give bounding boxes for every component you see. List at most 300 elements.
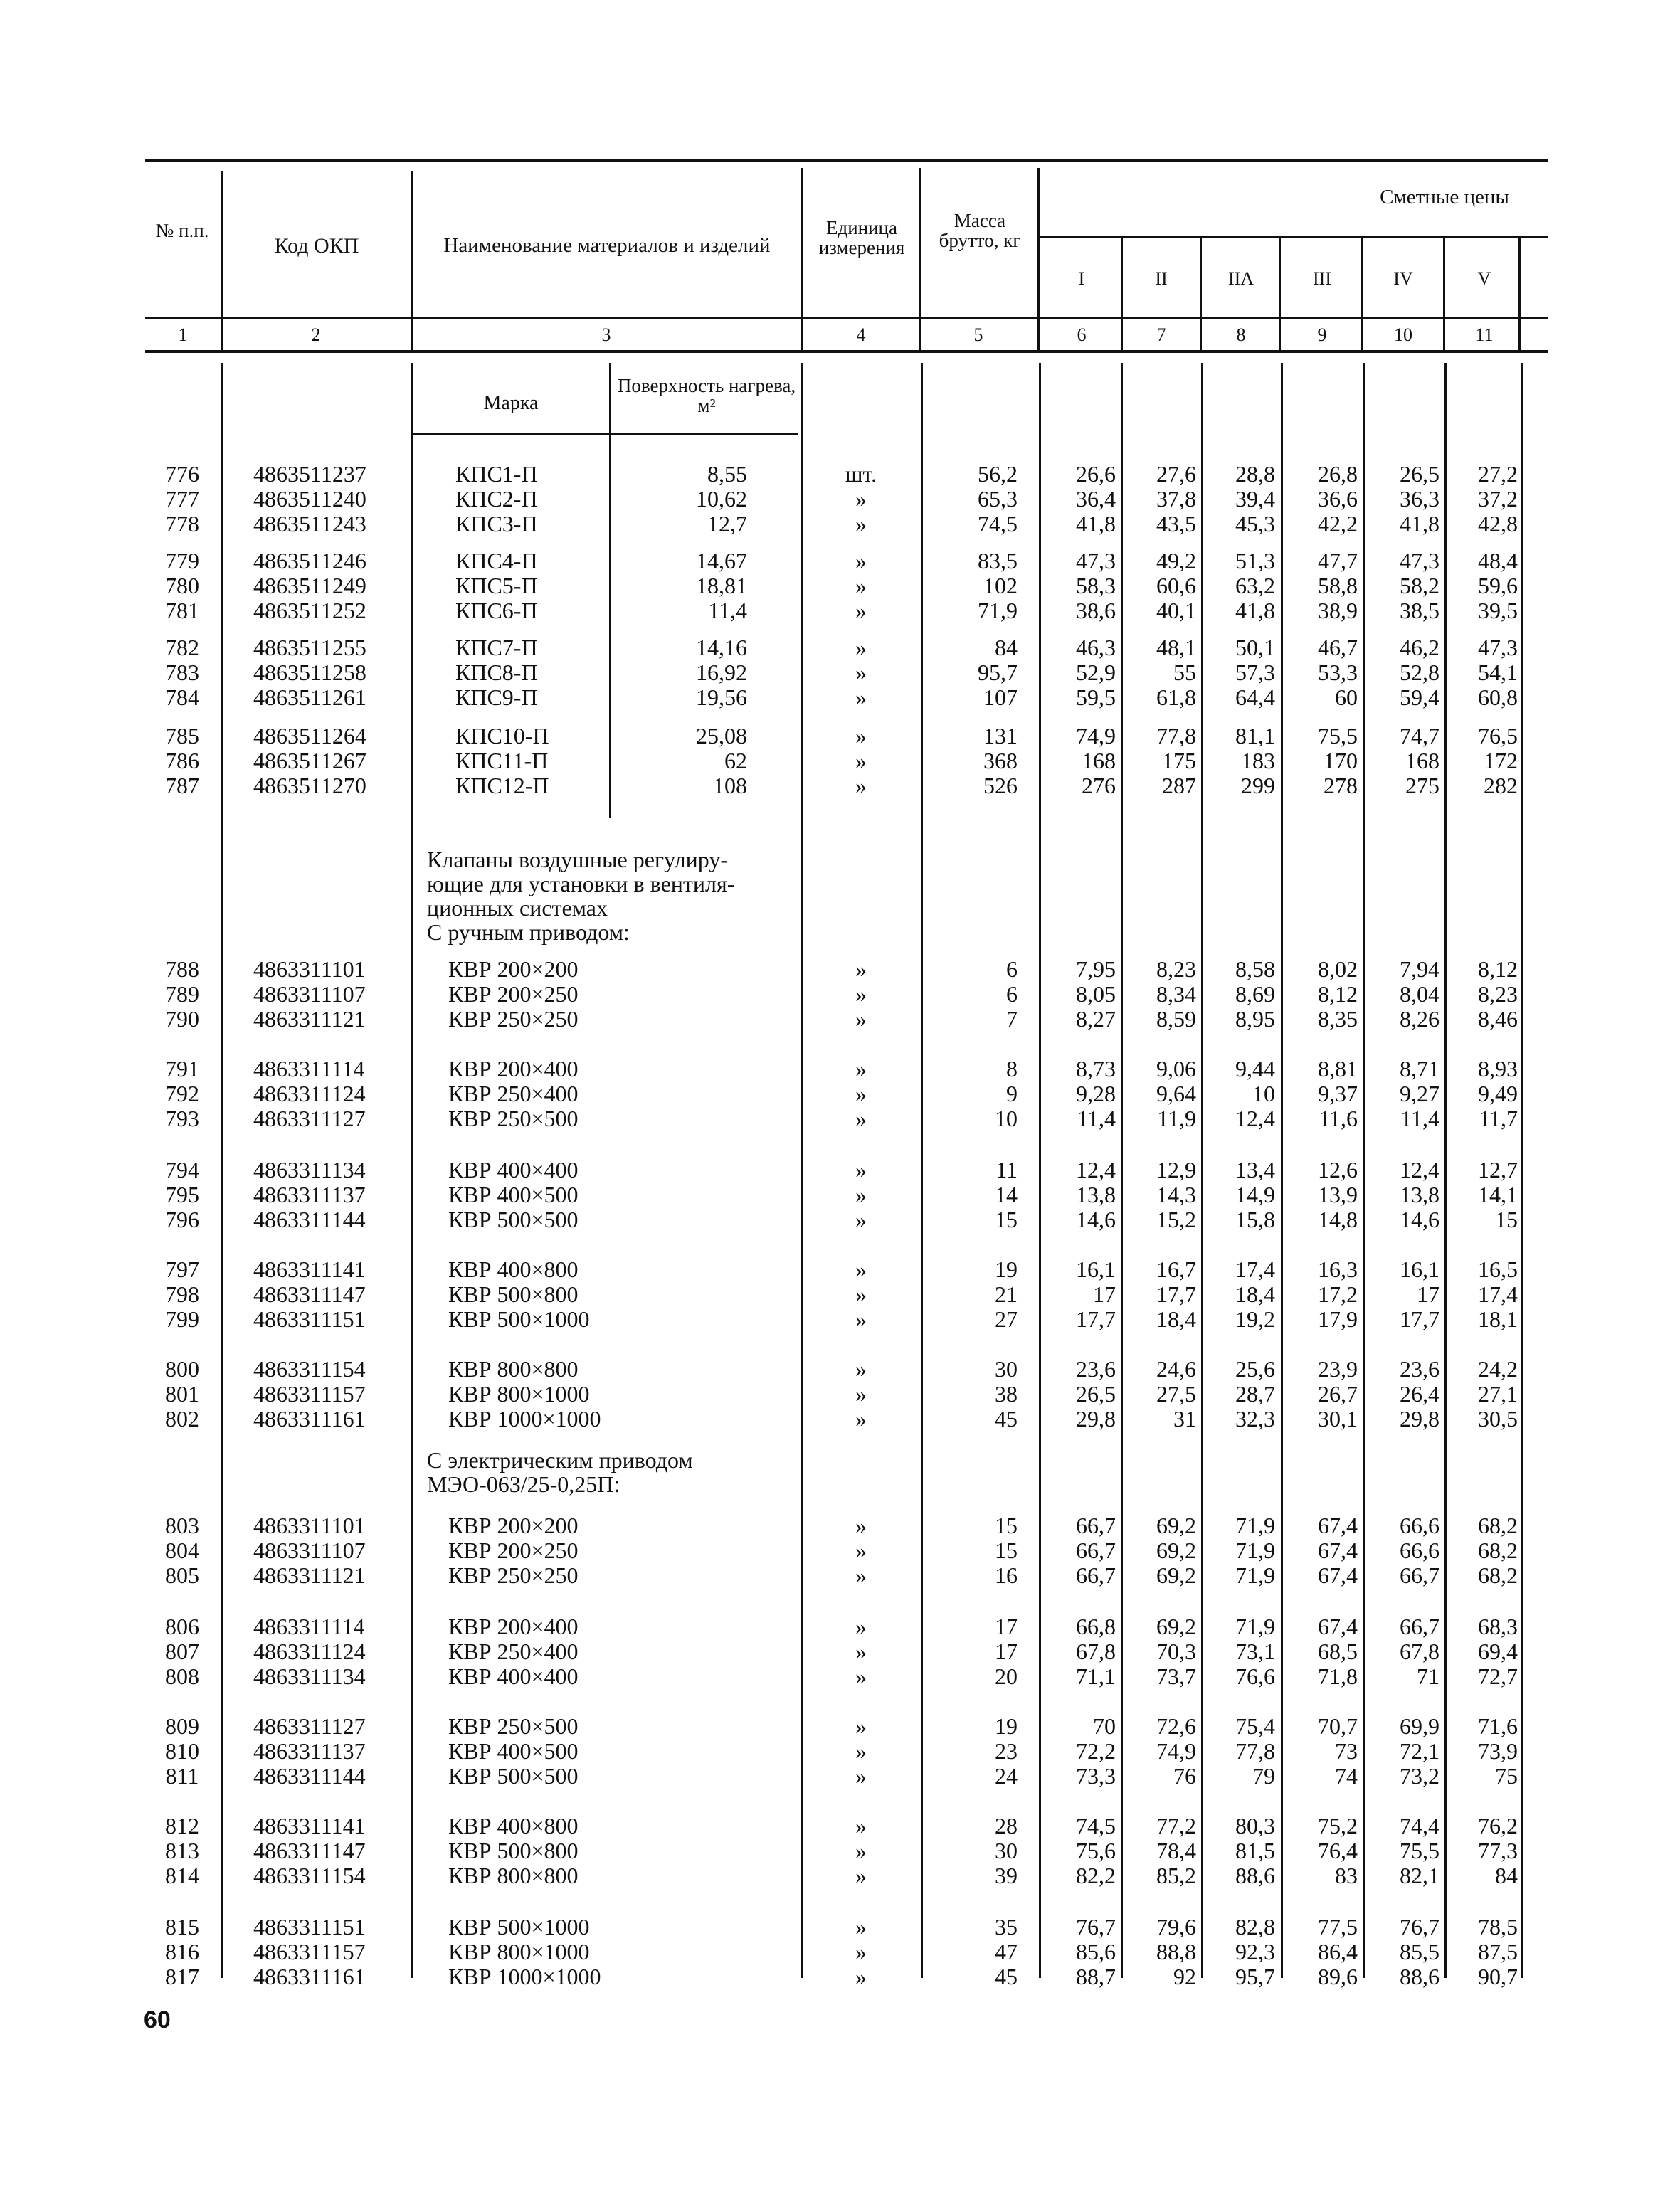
row-number: 796	[165, 1207, 199, 1232]
heating-surface: 14,16	[696, 635, 747, 660]
price-zone-1: 59,5	[1076, 684, 1116, 710]
price-zone-5: 66,6	[1400, 1538, 1439, 1563]
okp-code: 4863311151	[253, 1306, 366, 1332]
unit: »	[855, 1964, 867, 1989]
header-mass: Масса брутто, кг	[939, 210, 1021, 252]
okp-code: 4863311154	[253, 1863, 366, 1888]
subheader-surface: Поверхность нагрева, м²	[617, 375, 796, 417]
price-zone-3: 41,8	[1235, 598, 1275, 623]
price-zone-6: 282	[1484, 773, 1518, 798]
column-number: 4	[856, 324, 866, 345]
price-zone-2: 37,8	[1156, 486, 1196, 512]
row-number: 786	[165, 748, 199, 773]
price-zone-3: 299	[1241, 773, 1275, 798]
row-number: 811	[165, 1763, 199, 1789]
price-zone-3: 92,3	[1235, 1939, 1275, 1964]
price-zone-3: 71,9	[1235, 1513, 1275, 1538]
heating-surface: 12,7	[707, 511, 747, 536]
price-zone-3: 28,7	[1235, 1381, 1275, 1407]
price-zone-6: 8,93	[1478, 1056, 1518, 1081]
mass: 7	[1006, 1006, 1018, 1032]
price-zone-5: 17,7	[1400, 1306, 1439, 1332]
mass: 9	[1006, 1081, 1018, 1106]
okp-code: 4863311161	[253, 1406, 366, 1432]
price-zone-4: 60	[1335, 684, 1358, 710]
mass: 65,3	[978, 486, 1018, 512]
price-zone-6: 73,9	[1478, 1738, 1518, 1764]
price-zone-4: 46,7	[1318, 635, 1358, 660]
price-zone-6: 8,12	[1478, 956, 1518, 982]
price-zone-4: 13,9	[1318, 1182, 1358, 1207]
mass: 45	[995, 1406, 1018, 1432]
header-zone-2: II	[1155, 268, 1168, 289]
price-zone-2: 92	[1173, 1964, 1196, 1989]
price-zone-4: 67,4	[1318, 1562, 1358, 1588]
price-zone-3: 88,6	[1235, 1863, 1275, 1888]
price-zone-3: 75,4	[1235, 1713, 1275, 1739]
subheader-mark: Марка	[483, 392, 539, 414]
price-zone-4: 67,4	[1318, 1614, 1358, 1639]
unit: »	[855, 723, 867, 748]
price-zone-2: 12,9	[1156, 1157, 1196, 1183]
unit: »	[855, 1663, 867, 1689]
price-zone-6: 54,1	[1478, 660, 1518, 685]
okp-code: 4863511237	[253, 461, 366, 487]
column-number: 1	[178, 324, 188, 345]
mass: 27	[995, 1306, 1018, 1332]
price-zone-2: 60,6	[1156, 573, 1196, 598]
okp-code: 4863311101	[253, 1513, 366, 1538]
price-zone-5: 76,7	[1400, 1914, 1439, 1940]
price-zone-1: 23,6	[1076, 1356, 1116, 1382]
unit: »	[855, 1538, 867, 1563]
mass: 107	[983, 684, 1018, 710]
price-zone-2: 287	[1162, 773, 1196, 798]
price-zone-5: 71	[1417, 1663, 1439, 1689]
price-zone-2: 175	[1162, 748, 1196, 773]
price-zone-6: 27,2	[1478, 461, 1518, 487]
item-mark: КПС1-П	[455, 461, 538, 487]
unit: »	[855, 773, 867, 798]
header-zone-6: V	[1477, 268, 1491, 289]
price-zone-6: 68,2	[1478, 1562, 1518, 1588]
header-zone-1: I	[1078, 268, 1085, 289]
price-zone-2: 8,34	[1156, 981, 1196, 1007]
price-zone-4: 8,81	[1318, 1056, 1358, 1081]
unit: »	[855, 486, 867, 512]
item-mark: КВР 500×500	[448, 1207, 579, 1232]
unit: »	[855, 956, 867, 982]
mass: 17	[995, 1639, 1018, 1664]
price-zone-5: 73,2	[1400, 1763, 1439, 1789]
header-zone-5: IV	[1393, 268, 1413, 289]
price-zone-2: 24,6	[1156, 1356, 1196, 1382]
row-number: 809	[165, 1713, 199, 1739]
price-zone-3: 81,5	[1235, 1838, 1275, 1863]
header-divider	[1121, 237, 1123, 350]
unit: »	[855, 981, 867, 1007]
price-zone-2: 69,2	[1156, 1513, 1196, 1538]
unit: »	[855, 511, 867, 536]
price-zone-2: 55	[1173, 660, 1196, 685]
price-zone-2: 14,3	[1156, 1182, 1196, 1207]
header-divider	[1279, 237, 1281, 350]
okp-code: 4863311141	[253, 1813, 366, 1839]
item-mark: КВР 500×1000	[448, 1914, 590, 1940]
okp-code: 4863511270	[253, 773, 366, 798]
price-zone-2: 76	[1173, 1763, 1196, 1789]
price-zone-4: 14,8	[1318, 1207, 1358, 1232]
price-zone-2: 18,4	[1156, 1306, 1196, 1332]
price-zone-5: 82,1	[1400, 1863, 1439, 1888]
mass: 6	[1006, 981, 1018, 1007]
mass: 35	[995, 1914, 1018, 1940]
price-zone-4: 8,35	[1318, 1006, 1358, 1032]
item-mark: КВР 500×1000	[448, 1306, 590, 1332]
section-heading-line: Клапаны воздушные регулиру-	[427, 847, 728, 872]
price-zone-2: 40,1	[1156, 598, 1196, 623]
mass: 30	[995, 1838, 1018, 1863]
unit: »	[855, 635, 867, 660]
header-divider	[1037, 168, 1040, 350]
price-zone-4: 8,12	[1318, 981, 1358, 1007]
okp-code: 4863311114	[253, 1056, 365, 1081]
mass: 19	[995, 1256, 1018, 1282]
mass: 368	[983, 748, 1018, 773]
unit: »	[855, 1207, 867, 1232]
price-zone-3: 95,7	[1235, 1964, 1275, 1989]
price-zone-4: 74	[1335, 1763, 1358, 1789]
row-number: 808	[165, 1663, 199, 1689]
row-number: 785	[165, 723, 199, 748]
item-mark: КВР 400×800	[448, 1813, 579, 1839]
okp-code: 4863511243	[253, 511, 366, 536]
price-zone-2: 8,59	[1156, 1006, 1196, 1032]
okp-code: 4863311124	[253, 1639, 366, 1664]
price-zone-1: 66,7	[1076, 1513, 1116, 1538]
price-zone-2: 78,4	[1156, 1838, 1196, 1863]
price-zone-2: 27,6	[1156, 461, 1196, 487]
item-mark: КПС12-П	[455, 773, 549, 798]
price-zone-5: 8,71	[1400, 1056, 1439, 1081]
mass: 14	[995, 1182, 1018, 1207]
price-zone-4: 73	[1335, 1738, 1358, 1764]
column-number: 2	[311, 324, 321, 345]
price-zone-1: 16,1	[1076, 1256, 1116, 1282]
price-zone-6: 30,5	[1478, 1406, 1518, 1432]
price-zone-1: 66,8	[1076, 1614, 1116, 1639]
price-zone-1: 46,3	[1076, 635, 1116, 660]
price-zone-6: 68,3	[1478, 1614, 1518, 1639]
column-number: 3	[601, 324, 611, 345]
price-zone-2: 49,2	[1156, 548, 1196, 573]
header-divider	[1200, 237, 1202, 350]
price-zone-2: 15,2	[1156, 1207, 1196, 1232]
item-mark: КВР 200×200	[448, 956, 579, 982]
item-mark: КВР 250×400	[448, 1639, 579, 1664]
price-zone-4: 12,6	[1318, 1157, 1358, 1183]
heating-surface: 8,55	[707, 461, 747, 487]
row-number: 807	[165, 1639, 199, 1664]
unit: »	[855, 1281, 867, 1307]
row-number: 801	[165, 1381, 199, 1407]
price-zone-4: 75,2	[1318, 1813, 1358, 1839]
section2-heading-line: С электрическим приводом	[427, 1447, 693, 1473]
price-zone-6: 72,7	[1478, 1663, 1518, 1689]
okp-code: 4863311151	[253, 1914, 366, 1940]
price-zone-6: 42,8	[1478, 511, 1518, 536]
mass: 10	[995, 1106, 1018, 1131]
price-zone-5: 66,6	[1400, 1513, 1439, 1538]
price-zone-6: 47,3	[1478, 635, 1518, 660]
price-zone-4: 67,4	[1318, 1513, 1358, 1538]
item-mark: КВР 1000×1000	[448, 1406, 601, 1432]
unit: »	[855, 1356, 867, 1382]
item-mark: КВР 1000×1000	[448, 1964, 601, 1989]
price-zone-6: 69,4	[1478, 1639, 1518, 1664]
mass: 526	[983, 773, 1018, 798]
subheader-rule	[413, 433, 798, 435]
price-zone-4: 16,3	[1318, 1256, 1358, 1282]
item-mark: КВР 800×800	[448, 1863, 579, 1888]
price-zone-5: 74,4	[1400, 1813, 1439, 1839]
price-zone-2: 88,8	[1156, 1939, 1196, 1964]
price-zone-2: 69,2	[1156, 1538, 1196, 1563]
row-number: 778	[165, 511, 199, 536]
price-zone-6: 172	[1484, 748, 1518, 773]
price-zone-3: 71,9	[1235, 1614, 1275, 1639]
price-zone-3: 81,1	[1235, 723, 1275, 748]
prices-subheader-rule	[1040, 236, 1548, 238]
price-zone-6: 75	[1495, 1763, 1518, 1789]
okp-code: 4863511249	[253, 573, 366, 598]
price-zone-5: 69,9	[1400, 1713, 1439, 1739]
okp-code: 4863311107	[253, 1538, 366, 1563]
item-mark: КВР 400×500	[448, 1738, 579, 1764]
price-zone-1: 17	[1093, 1281, 1116, 1307]
heating-surface: 25,08	[696, 723, 747, 748]
row-number: 797	[165, 1256, 199, 1282]
row-number: 789	[165, 981, 199, 1007]
price-zone-5: 46,2	[1400, 635, 1439, 660]
section2-heading-line: МЭО-063/25-0,25П:	[427, 1471, 620, 1497]
row-number: 812	[165, 1813, 199, 1839]
item-mark: КВР 250×400	[448, 1081, 579, 1106]
price-zone-6: 71,6	[1478, 1713, 1518, 1739]
header-divider	[801, 168, 803, 350]
price-zone-4: 83	[1335, 1863, 1358, 1888]
okp-code: 4863311101	[253, 956, 366, 982]
price-zone-5: 59,4	[1400, 684, 1439, 710]
column-number: 9	[1317, 324, 1327, 345]
price-zone-4: 75,5	[1318, 723, 1358, 748]
row-number: 780	[165, 573, 199, 598]
price-zone-1: 58,3	[1076, 573, 1116, 598]
price-zone-4: 86,4	[1318, 1939, 1358, 1964]
price-zone-6: 68,2	[1478, 1538, 1518, 1563]
okp-code: 4863311127	[253, 1713, 366, 1739]
price-zone-2: 73,7	[1156, 1663, 1196, 1689]
price-zone-2: 27,5	[1156, 1381, 1196, 1407]
body-divider	[921, 363, 923, 1978]
price-zone-1: 168	[1082, 748, 1116, 773]
row-number: 798	[165, 1281, 199, 1307]
item-mark: КВР 250×500	[448, 1713, 579, 1739]
price-zone-5: 8,04	[1400, 981, 1439, 1007]
price-zone-1: 74,5	[1076, 1813, 1116, 1839]
price-zone-5: 75,5	[1400, 1838, 1439, 1863]
price-zone-1: 8,73	[1076, 1056, 1116, 1081]
okp-code: 4863311121	[253, 1006, 366, 1032]
price-zone-2: 69,2	[1156, 1614, 1196, 1639]
price-zone-2: 79,6	[1156, 1914, 1196, 1940]
row-number: 805	[165, 1562, 199, 1588]
price-zone-4: 170	[1324, 748, 1358, 773]
price-zone-1: 73,3	[1076, 1763, 1116, 1789]
mass: 71,9	[978, 598, 1018, 623]
price-zone-5: 67,8	[1400, 1639, 1439, 1664]
price-zone-3: 64,4	[1235, 684, 1275, 710]
heating-surface: 10,62	[696, 486, 747, 512]
price-zone-4: 70,7	[1318, 1713, 1358, 1739]
price-zone-1: 14,6	[1076, 1207, 1116, 1232]
okp-code: 4863511255	[253, 635, 366, 660]
price-zone-3: 39,4	[1235, 486, 1275, 512]
price-zone-5: 26,5	[1400, 461, 1439, 487]
price-zone-6: 14,1	[1478, 1182, 1518, 1207]
okp-code: 4863311147	[253, 1838, 366, 1863]
body-divider	[609, 363, 611, 818]
row-number: 784	[165, 684, 199, 710]
okp-code: 4863311124	[253, 1081, 366, 1106]
price-zone-2: 77,2	[1156, 1813, 1196, 1839]
okp-code: 4863311137	[253, 1738, 366, 1764]
okp-code: 4863311134	[253, 1157, 366, 1183]
price-zone-5: 7,94	[1400, 956, 1439, 982]
price-zone-4: 278	[1324, 773, 1358, 798]
price-zone-5: 88,6	[1400, 1964, 1439, 1989]
price-zone-6: 78,5	[1478, 1914, 1518, 1940]
item-mark: КВР 200×400	[448, 1056, 579, 1081]
unit: »	[855, 1406, 867, 1432]
price-zone-5: 58,2	[1400, 573, 1439, 598]
row-number: 783	[165, 660, 199, 685]
row-number: 803	[165, 1513, 199, 1538]
price-zone-1: 8,05	[1076, 981, 1116, 1007]
item-mark: КВР 500×800	[448, 1838, 579, 1863]
price-zone-5: 36,3	[1400, 486, 1439, 512]
column-number: 8	[1236, 324, 1246, 345]
price-zone-4: 9,37	[1318, 1081, 1358, 1106]
item-mark: КПС9-П	[455, 684, 538, 710]
price-zone-1: 71,1	[1076, 1663, 1116, 1689]
item-mark: КВР 250×500	[448, 1106, 579, 1131]
price-zone-1: 26,5	[1076, 1381, 1116, 1407]
mass: 11	[995, 1157, 1018, 1183]
price-zone-3: 80,3	[1235, 1813, 1275, 1839]
price-zone-2: 43,5	[1156, 511, 1196, 536]
price-zone-1: 76,7	[1076, 1914, 1116, 1940]
row-number: 788	[165, 956, 199, 982]
header-divider	[411, 171, 413, 350]
mass: 56,2	[978, 461, 1018, 487]
column-number: 10	[1394, 324, 1412, 345]
price-zone-2: 31	[1173, 1406, 1196, 1432]
row-number: 799	[165, 1306, 199, 1332]
price-zone-4: 23,9	[1318, 1356, 1358, 1382]
price-zone-2: 16,7	[1156, 1256, 1196, 1282]
column-number: 11	[1475, 324, 1494, 345]
okp-code: 4863511258	[253, 660, 366, 685]
unit: »	[855, 684, 867, 710]
price-zone-4: 17,9	[1318, 1306, 1358, 1332]
price-zone-4: 26,8	[1318, 461, 1358, 487]
price-zone-1: 12,4	[1076, 1157, 1116, 1183]
price-zone-6: 17,4	[1478, 1281, 1518, 1307]
mass: 17	[995, 1614, 1018, 1639]
item-mark: КВР 800×1000	[448, 1381, 590, 1407]
price-zone-1: 36,4	[1076, 486, 1116, 512]
price-zone-1: 74,9	[1076, 723, 1116, 748]
price-zone-3: 71,9	[1235, 1538, 1275, 1563]
unit: »	[855, 1157, 867, 1183]
price-zone-5: 52,8	[1400, 660, 1439, 685]
unit: »	[855, 1738, 867, 1764]
row-number: 791	[165, 1056, 199, 1081]
price-zone-6: 16,5	[1478, 1256, 1518, 1282]
item-mark: КВР 250×250	[448, 1006, 579, 1032]
price-zone-3: 17,4	[1235, 1256, 1275, 1282]
item-mark: КПС7-П	[455, 635, 538, 660]
row-number: 815	[165, 1914, 199, 1940]
heating-surface: 11,4	[708, 598, 747, 623]
heating-surface: 18,81	[696, 573, 747, 598]
okp-code: 4863311157	[253, 1381, 366, 1407]
unit: »	[855, 1256, 867, 1282]
unit: »	[855, 660, 867, 685]
row-number: 810	[165, 1738, 199, 1764]
okp-code: 4863311127	[253, 1106, 366, 1131]
price-zone-3: 32,3	[1235, 1406, 1275, 1432]
price-zone-6: 12,7	[1478, 1157, 1518, 1183]
price-zone-5: 26,4	[1400, 1381, 1439, 1407]
item-mark: КВР 200×250	[448, 1538, 579, 1563]
price-zone-3: 45,3	[1235, 511, 1275, 536]
mass: 38	[995, 1381, 1018, 1407]
unit: »	[855, 1838, 867, 1863]
unit: »	[855, 1562, 867, 1588]
column-number: 7	[1156, 324, 1166, 345]
item-mark: КПС5-П	[455, 573, 538, 598]
price-zone-6: 90,7	[1478, 1964, 1518, 1989]
okp-code: 4863311141	[253, 1256, 366, 1282]
price-zone-3: 79	[1252, 1763, 1275, 1789]
okp-code: 4863311154	[253, 1356, 366, 1382]
price-zone-5: 85,5	[1400, 1939, 1439, 1964]
mass: 28	[995, 1813, 1018, 1839]
price-zone-3: 73,1	[1235, 1639, 1275, 1664]
unit: »	[855, 1939, 867, 1964]
header-zone-3: IIА	[1227, 268, 1254, 289]
price-zone-5: 38,5	[1400, 598, 1439, 623]
body-divider	[221, 363, 223, 1978]
price-zone-1: 41,8	[1076, 511, 1116, 536]
mass: 15	[995, 1513, 1018, 1538]
mass: 21	[995, 1281, 1018, 1307]
row-number: 777	[165, 486, 199, 512]
price-zone-4: 42,2	[1318, 511, 1358, 536]
price-zone-4: 38,9	[1318, 598, 1358, 623]
